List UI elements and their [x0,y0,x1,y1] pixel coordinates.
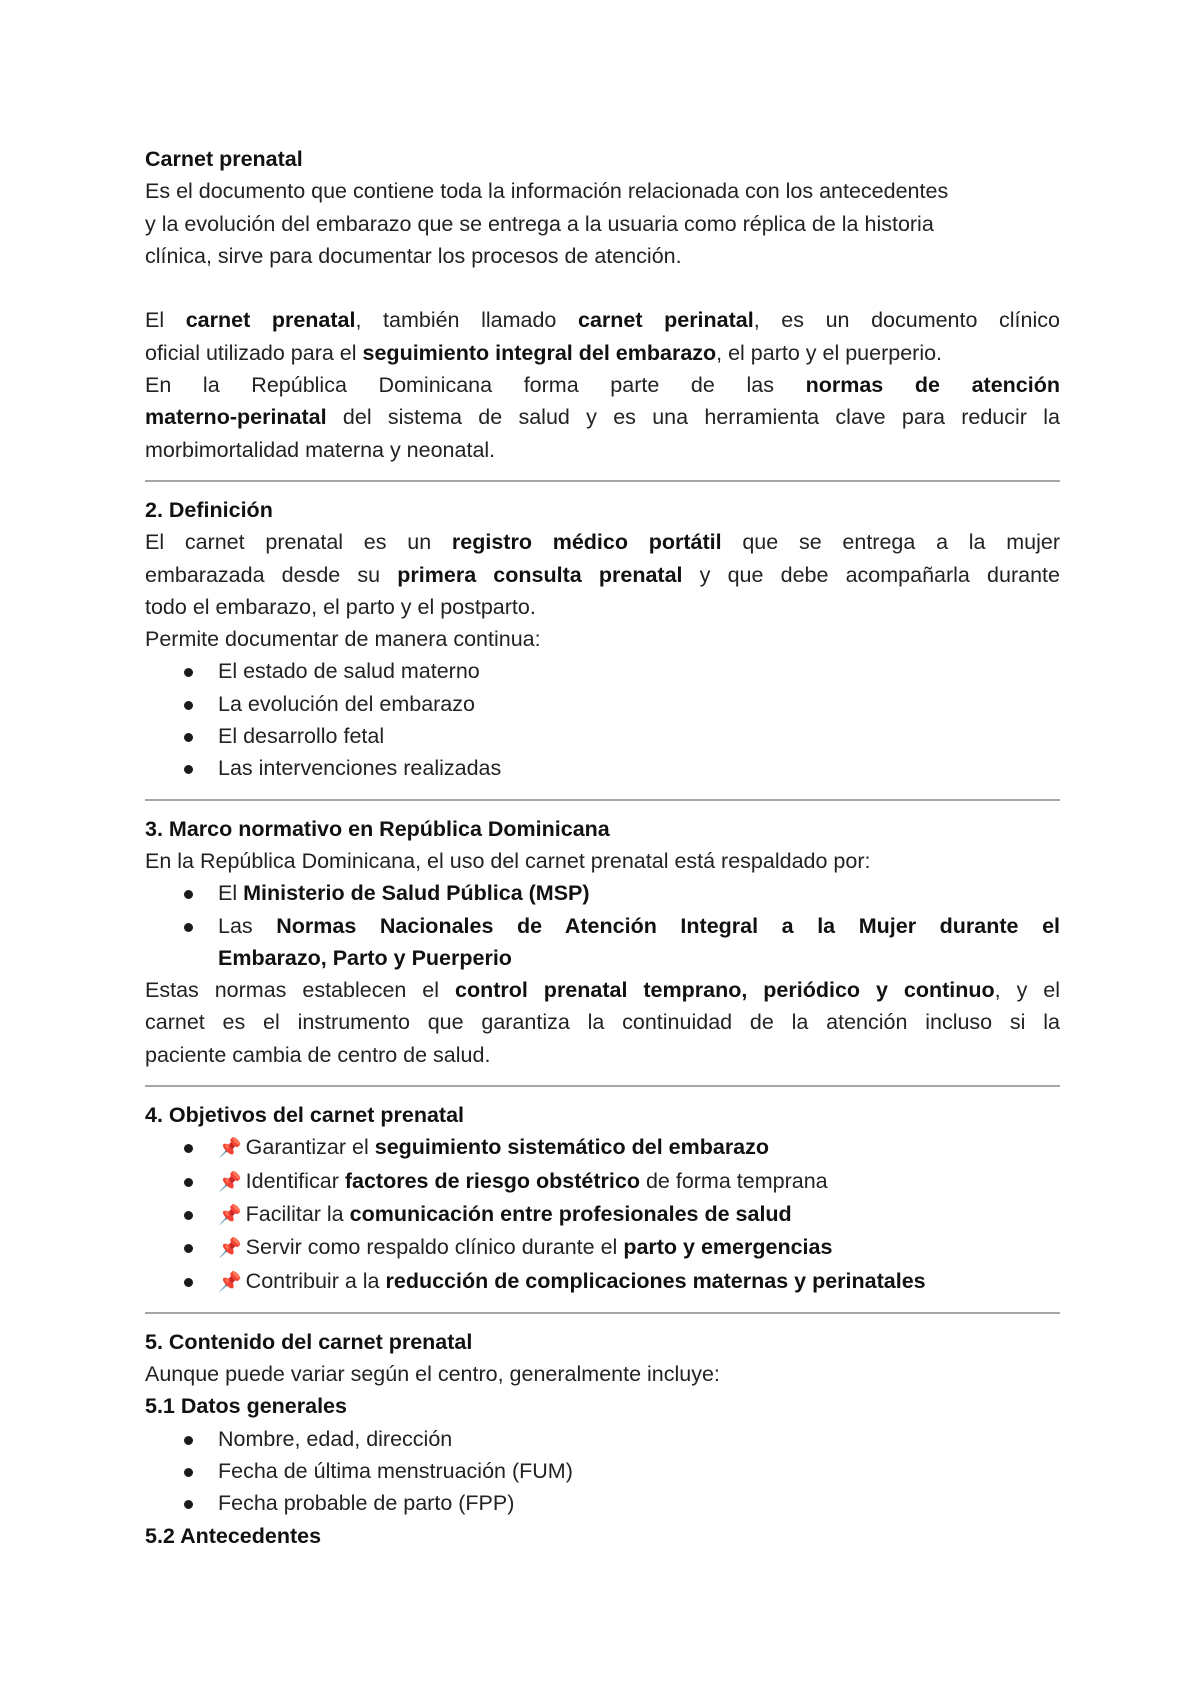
bullet-list [145,655,1060,784]
horizontal-rule [145,799,1060,801]
list-item: 📌 Servir como respaldo clínico durante el parto y emergencias [145,1231,1060,1264]
document-title: Carnet prenatal [145,147,303,171]
bullet-icon [184,668,193,677]
paragraph-line: morbimortalidad materna y neonatal. [145,437,496,462]
paragraph-line: todo el embarazo, el parto y el postparto. [145,594,536,619]
list-item: Las intervenciones realizadas [145,752,1060,784]
bullet-icon [184,890,193,899]
horizontal-rule [145,480,1060,482]
subsection-heading: 5.1 Datos generales [145,1394,347,1419]
pushpin-icon: 📌 [218,1137,242,1160]
section-heading: 2. Definición [145,497,273,522]
horizontal-rule [145,1085,1060,1087]
section-heading: 3. Marco normativo en República Dominicana [145,816,610,841]
paragraph-line: carnet es el instrumento que garantiza la continuidad de la atención incluso si la [145,1010,1060,1035]
paragraph-line: El carnet prenatal, también llamado carnet perinatal, es un documento clínico [145,308,1060,333]
section-heading: 4. Objetivos del carnet prenatal [145,1103,465,1128]
list-item: Fecha de última menstruación (FUM) [145,1455,1060,1487]
list-item [145,910,1060,975]
bullet-icon [184,1468,193,1477]
blank-line [145,272,1060,304]
list-item: 📌 Identificar factores de riesgo obstétrico de forma temprana [145,1165,1060,1198]
objectives-list [145,1131,1060,1297]
paragraph-line: Aunque puede variar según el centro, generalmente incluye: [145,1362,720,1387]
paragraph-line: oficial utilizado para el seguimiento integral del embarazo, el parto y el puerperio. [145,340,943,365]
list-item: El estado de salud materno [145,655,1060,687]
bullet-icon [184,765,193,774]
section-heading: 5. Contenido del carnet prenatal [145,1329,473,1354]
bullet-icon [184,701,193,710]
bullet-icon [184,1144,193,1153]
pushpin-icon: 📌 [218,1170,242,1193]
subsection-heading: 5.2 Antecedentes [145,1523,322,1548]
list-item: El desarrollo fetal [145,720,1060,752]
list-item: 📌 Contribuir a la reducción de complicaciones maternas y perinatales [145,1265,1060,1298]
list-item: Nombre, edad, dirección [145,1423,1060,1455]
list-item-line: Embarazo, Parto y Puerperio [218,945,512,970]
bullet-icon [184,1244,193,1253]
bullet-icon [184,733,193,742]
list-item: 📌 Facilitar la comunicación entre profesionales de salud [145,1198,1060,1231]
intro-line: clínica, sirve para documentar los procesos de atención. [145,243,682,268]
paragraph-line: paciente cambia de centro de salud. [145,1042,491,1067]
list-item: El Ministerio de Salud Pública (MSP) [145,877,1060,909]
paragraph-line: En la República Dominicana, el uso del carnet prenatal está respaldado por: [145,848,871,873]
paragraph-line: En la República Dominicana forma parte de las normas de atención [145,373,1060,398]
list-item: 📌 Garantizar el seguimiento sistemático del embarazo [145,1131,1060,1164]
bullet-icon [184,923,193,932]
bullet-list [145,1423,1060,1520]
bullet-icon [184,1500,193,1509]
bullet-icon [184,1178,193,1187]
paragraph-line: materno-perinatal del sistema de salud y es una herramienta clave para reducir la [145,405,1060,430]
paragraph-line: Permite documentar de manera continua: [145,627,541,652]
paragraph-line: El carnet prenatal es un registro médico portátil que se entrega a la mujer [145,530,1061,555]
paragraph-line: embarazada desde su primera consulta prenatal y que debe acompañarla durante [145,562,1060,587]
intro-line: Es el documento que contiene toda la información relacionada con los antecedentes [145,179,949,204]
bullet-icon [184,1211,193,1220]
bullet-icon [184,1436,193,1445]
pushpin-icon: 📌 [218,1270,242,1293]
pushpin-icon: 📌 [218,1237,242,1260]
bullet-list [145,877,1060,974]
list-item: La evolución del embarazo [145,688,1060,720]
horizontal-rule [145,1312,1060,1314]
paragraph-line: Estas normas establecen el control prenatal temprano, periódico y continuo, y el [145,978,1061,1003]
list-item-line: Las Normas Nacionales de Atención Integral a la Mujer durante el [218,913,1060,938]
intro-line: y la evolución del embarazo que se entrega a la usuaria como réplica de la historia [145,211,934,236]
document-page [145,143,1060,1552]
list-item: Fecha probable de parto (FPP) [145,1487,1060,1519]
pushpin-icon: 📌 [218,1203,242,1226]
bullet-icon [184,1278,193,1287]
